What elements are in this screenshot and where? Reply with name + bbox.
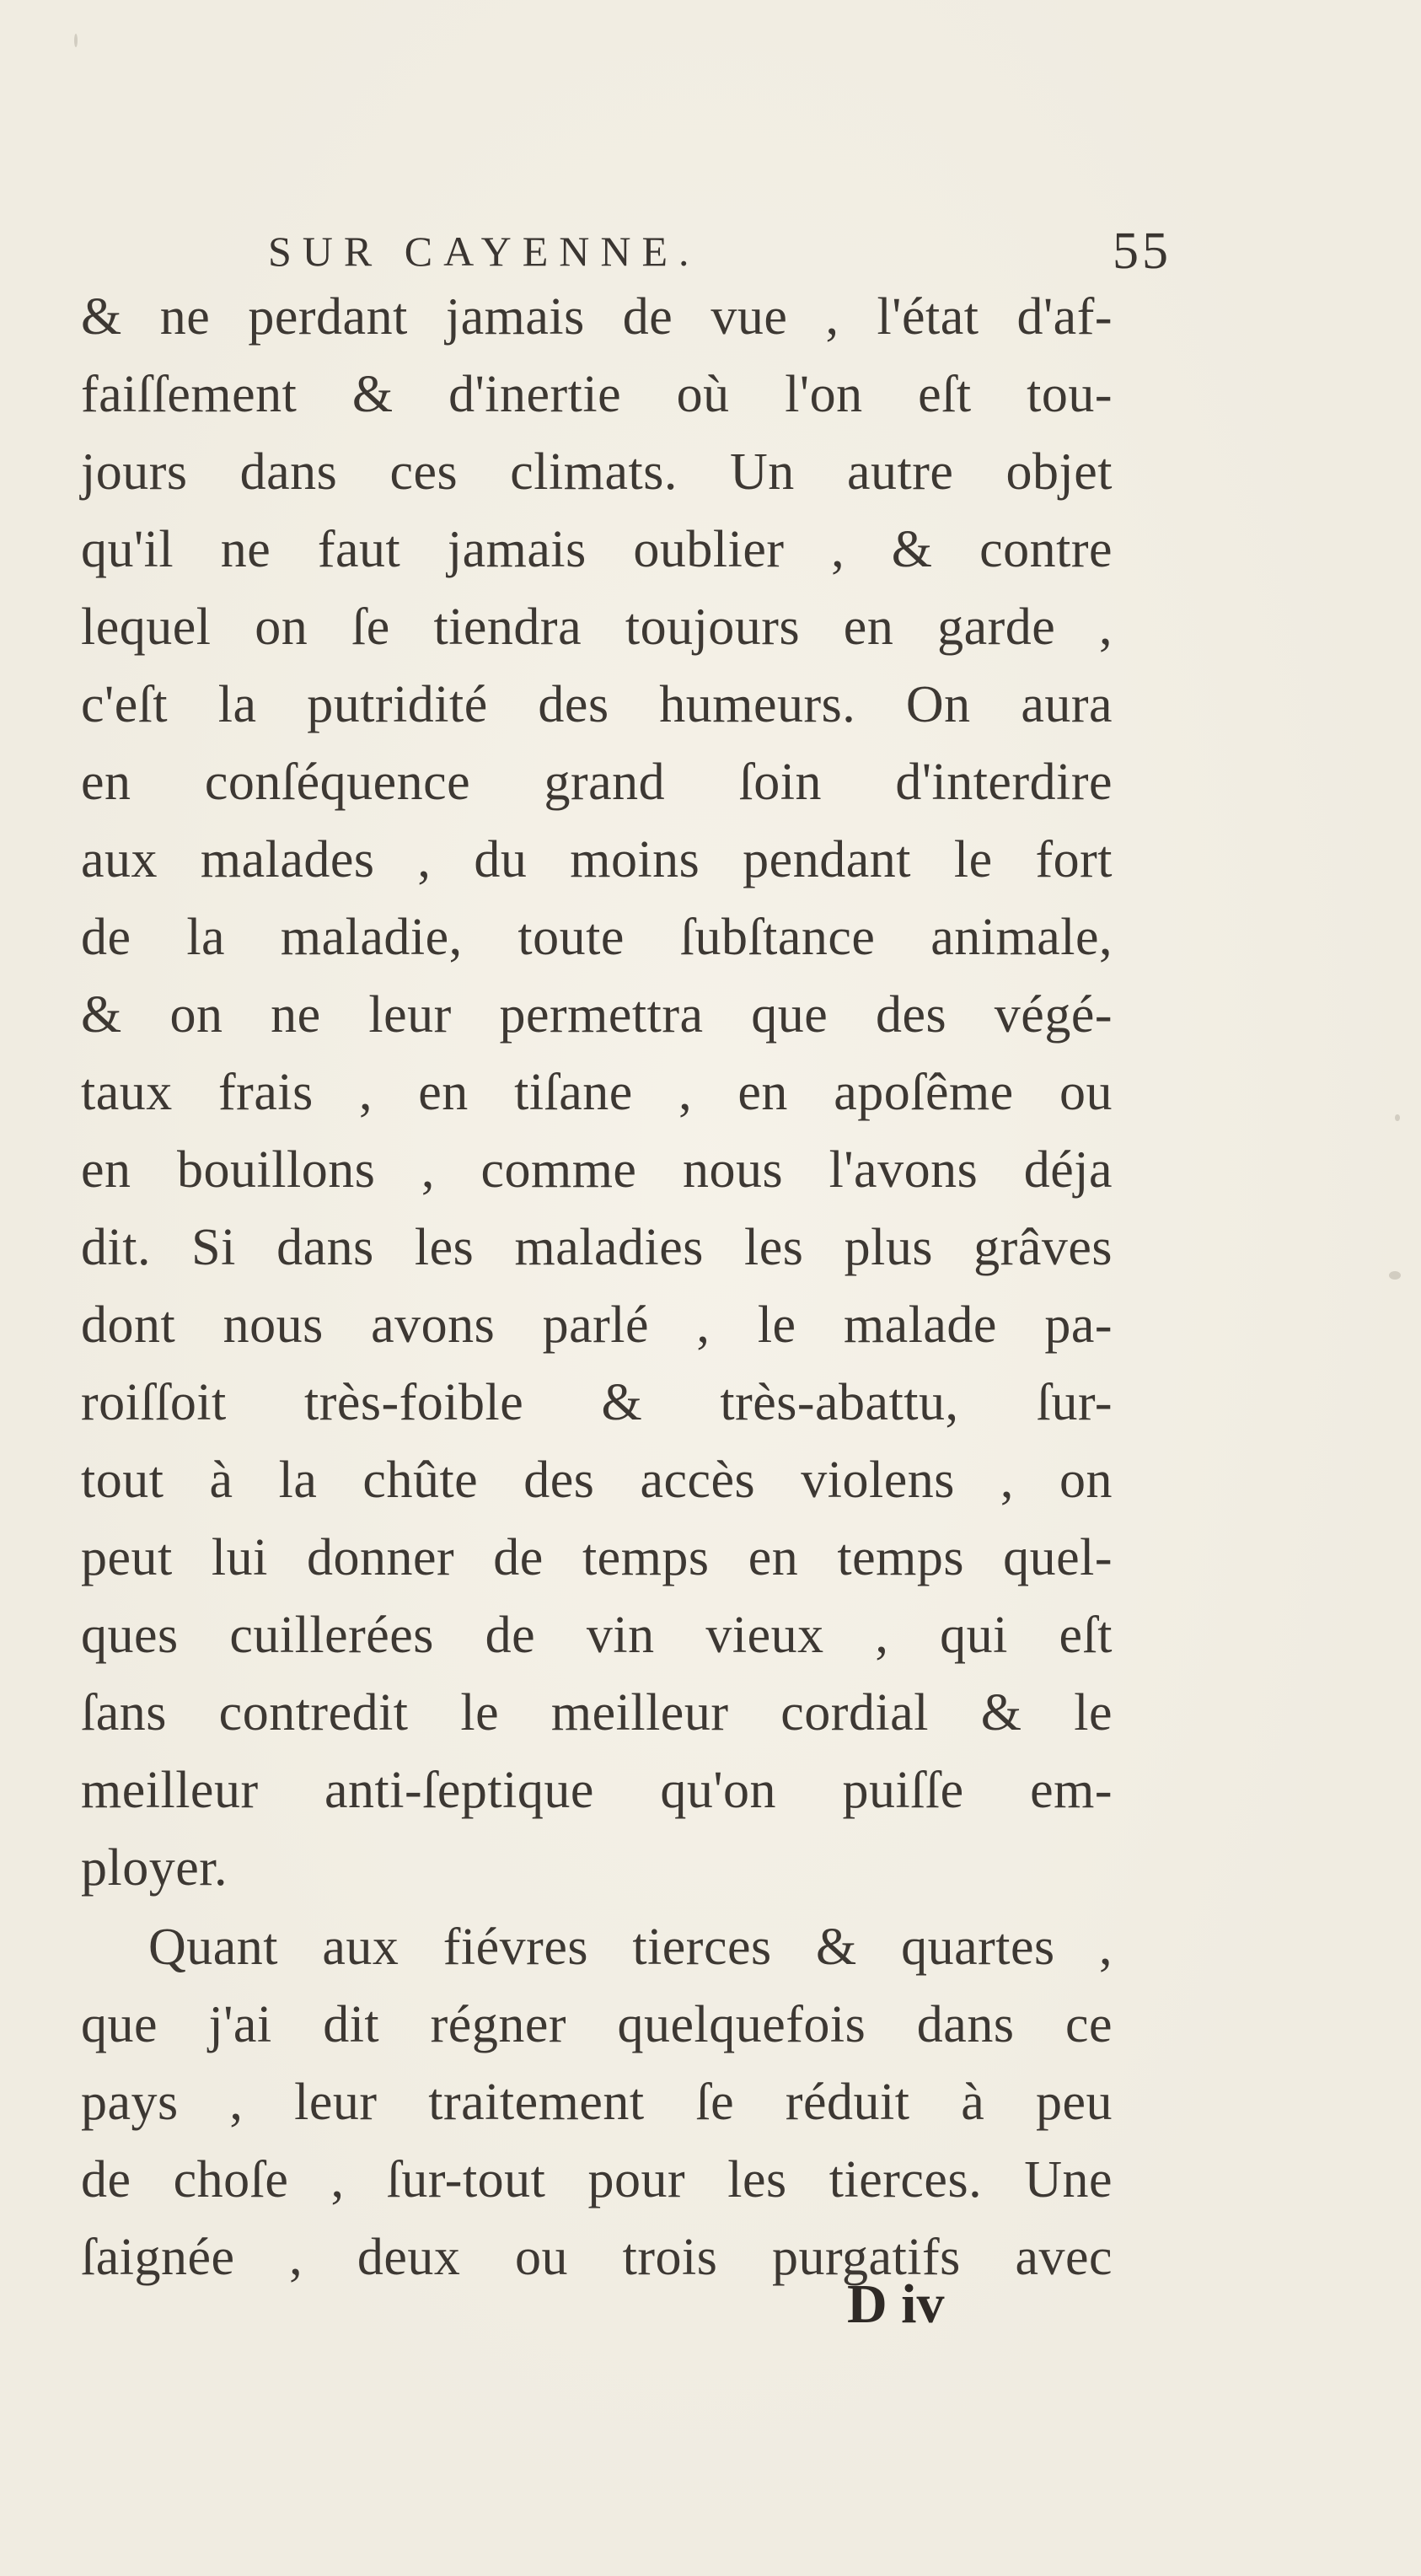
- text-line: en conſéquence grand ſoin d'interdire: [81, 754, 1113, 811]
- signature-mark: D iv: [847, 2273, 945, 2335]
- text-line: lequel on ſe tiendra toujours en garde ,: [81, 598, 1113, 656]
- text-line: aux malades , du moins pendant le fort: [81, 831, 1113, 888]
- running-head: SUR CAYENNE.: [268, 228, 700, 275]
- text-line: meilleur anti-ſeptique qu'on puiſſe em-: [81, 1762, 1113, 1819]
- text-line: ques cuillerées de vin vieux , qui eſt: [81, 1607, 1113, 1664]
- text-line: jours dans ces climats. Un autre objet: [81, 443, 1113, 501]
- text-line: roiſſoit très-foible & très-abattu, ſur-: [81, 1374, 1113, 1431]
- text-line: c'eſt la putridité des humeurs. On aura: [81, 676, 1113, 733]
- text-line: qu'il ne faut jamais oublier , & contre: [81, 521, 1113, 578]
- paper-speck: [1395, 1114, 1400, 1121]
- text-line: & on ne leur permettra que des végé-: [81, 986, 1113, 1044]
- page-number: 55: [1113, 223, 1172, 280]
- text-line: dit. Si dans les maladies les plus grâves: [81, 1219, 1113, 1276]
- text-line: ſaignée , deux ou trois purgatifs avec: [81, 2229, 1113, 2286]
- text-line: de la maladie, toute ſubſtance animale,: [81, 909, 1113, 966]
- text-line: faiſſement & d'inertie où l'on eſt tou-: [81, 366, 1113, 423]
- text-line: dont nous avons parlé , le malade pa-: [81, 1296, 1113, 1354]
- text-line: ployer.: [81, 1839, 228, 1897]
- text-line: que j'ai dit régner quelquefois dans ce: [81, 1996, 1113, 2053]
- text-line: de choſe , ſur-tout pour les tierces. Une: [81, 2151, 1113, 2208]
- paper-speck: [1389, 1271, 1401, 1280]
- text-line: & ne perdant jamais de vue , l'état d'af-: [81, 288, 1113, 346]
- text-line: pays , leur traitement ſe réduit à peu: [81, 2074, 1113, 2131]
- body-text: [81, 278, 1113, 2296]
- text-line: en bouillons , comme nous l'avons déja: [81, 1141, 1113, 1199]
- page-header: [253, 217, 1172, 285]
- text-line: tout à la chûte des accès violens , on: [81, 1452, 1113, 1509]
- text-line: taux frais , en tiſane , en apoſême ou: [81, 1064, 1113, 1121]
- text-line: ſans contredit le meilleur cordial & le: [81, 1684, 1113, 1741]
- text-line: Quant aux fiévres tierces & quartes ,: [148, 1919, 1113, 1976]
- paper-speck: [74, 34, 78, 47]
- text-line: peut lui donner de temps en temps quel-: [81, 1529, 1113, 1586]
